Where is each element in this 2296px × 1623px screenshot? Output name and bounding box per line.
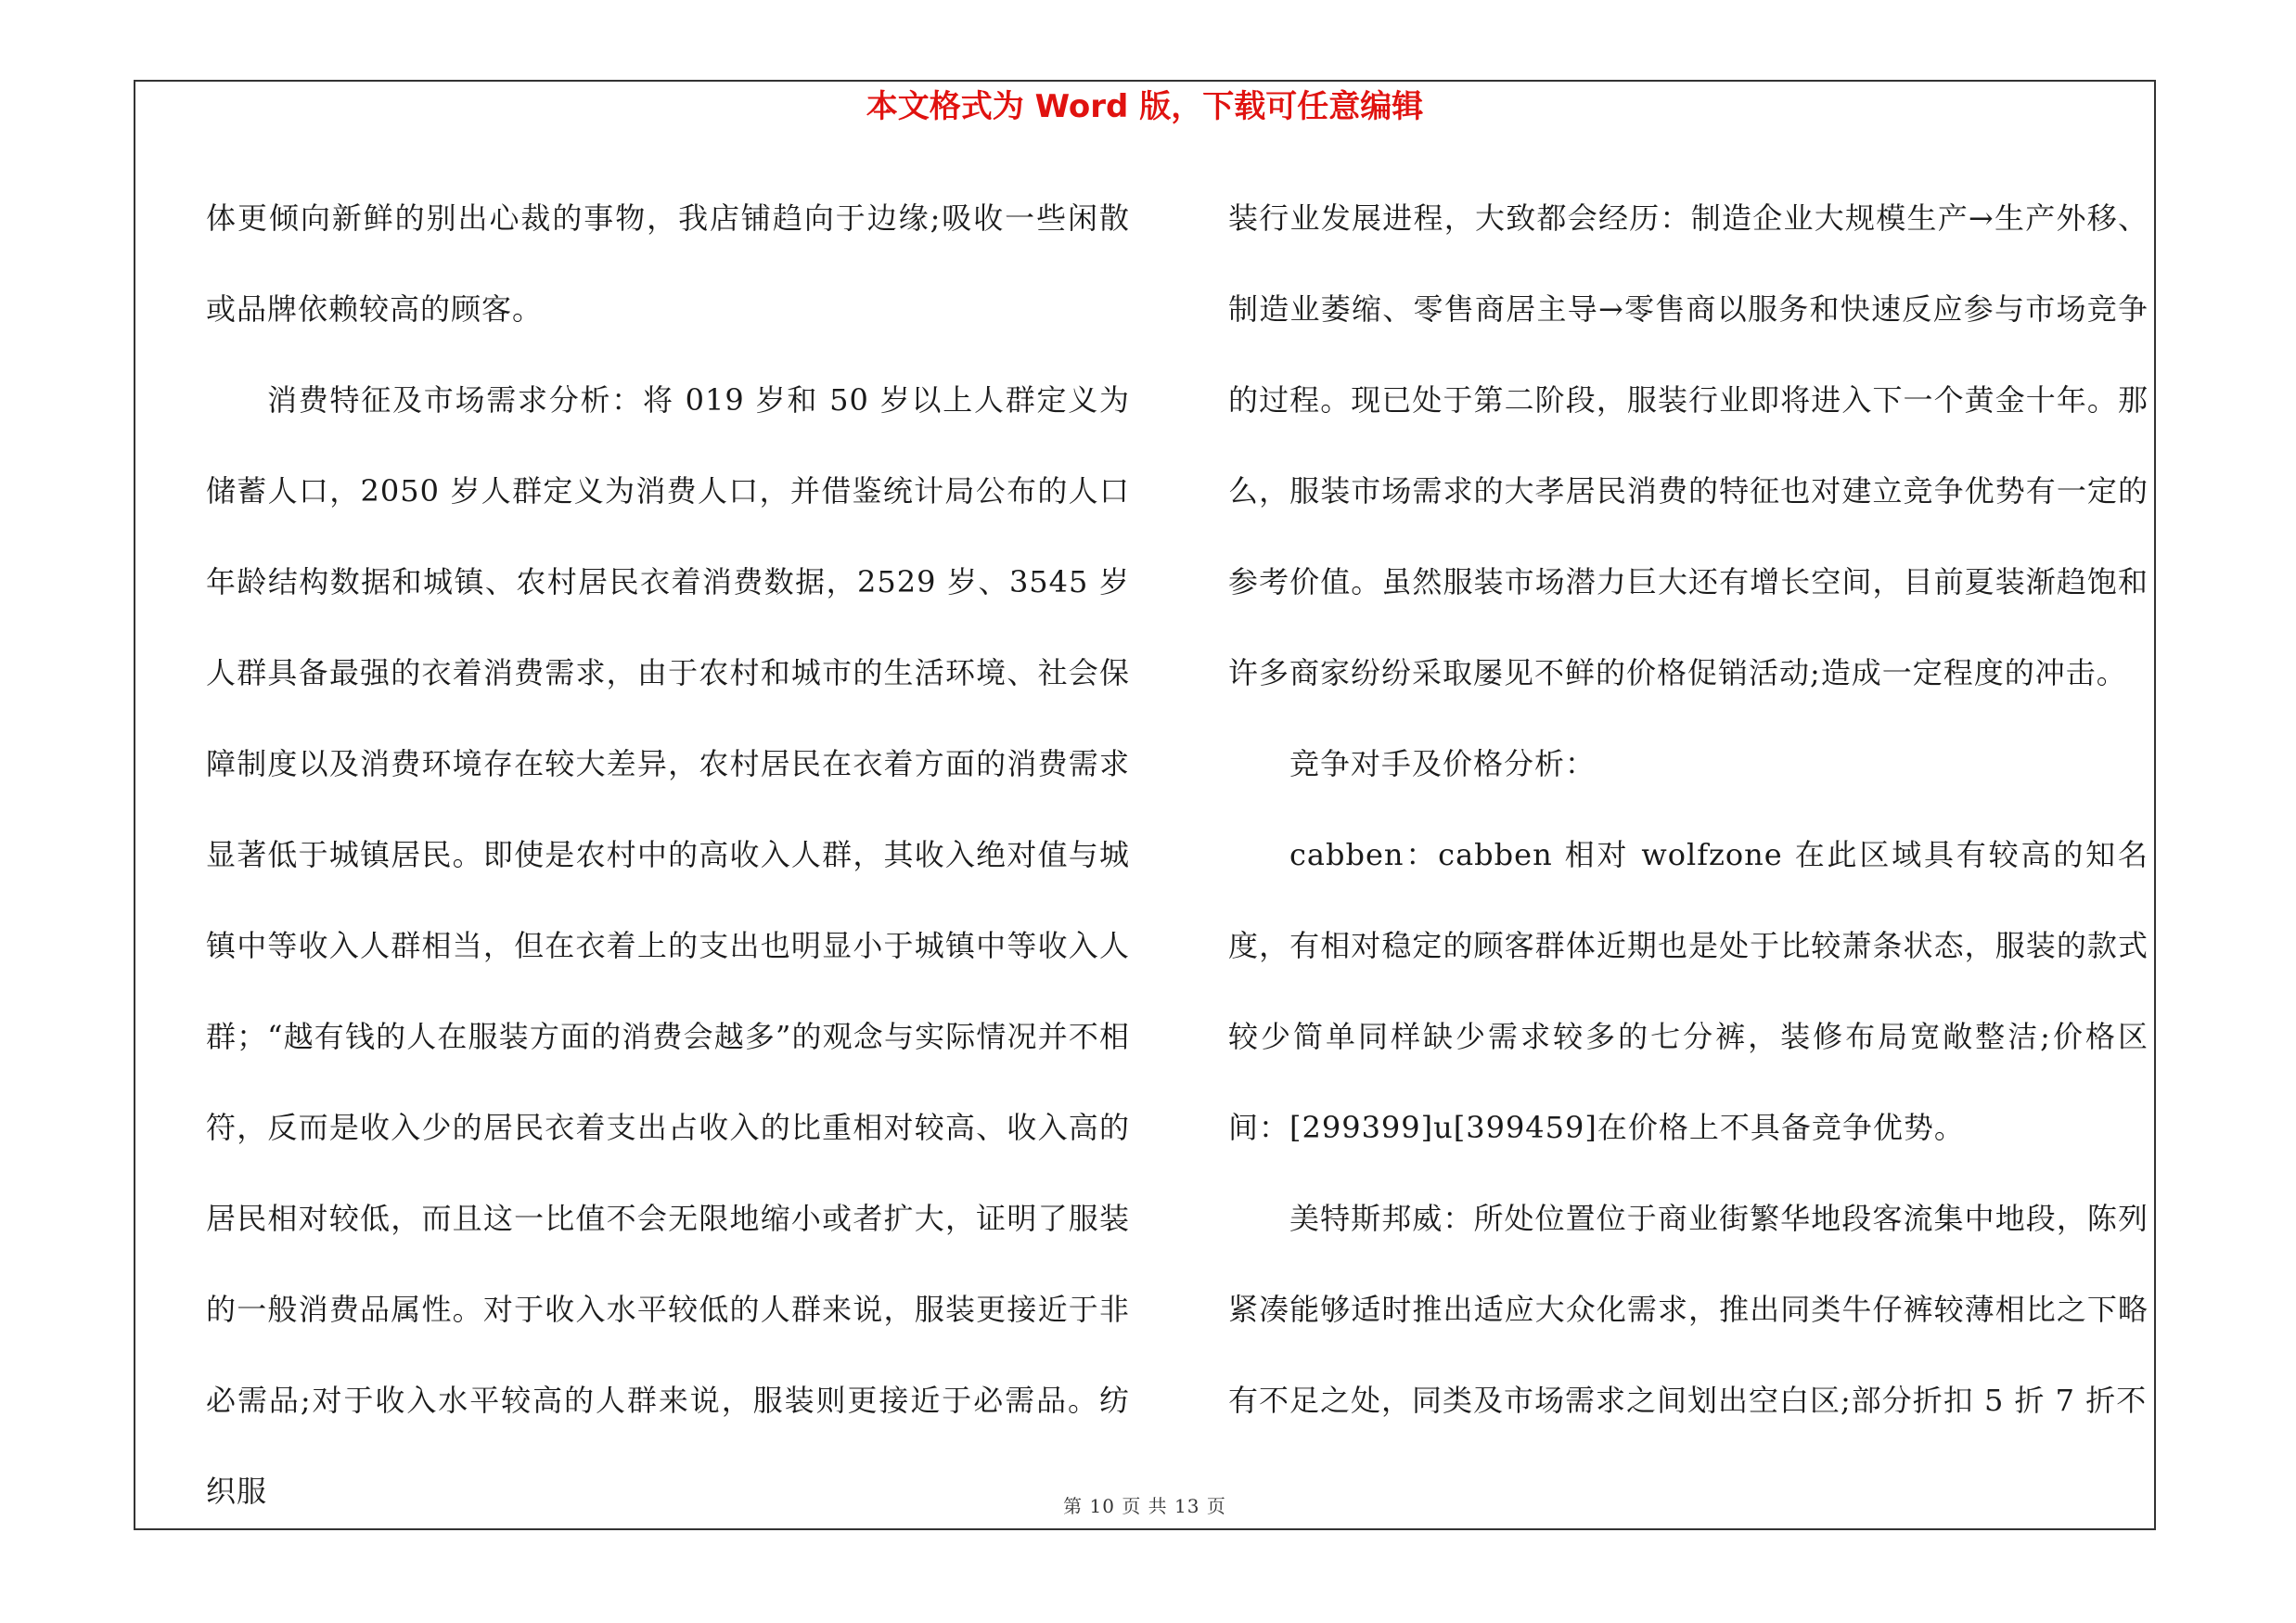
format-notice-banner: 本文格式为 Word 版，下载可任意编辑 (866, 88, 1424, 125)
paragraph-metersbonwe: 美特斯邦威：所处位置位于商业街繁华地段客流集中地段，陈列紧凑能够适时推出适应大众化需求，推出同类牛仔裤较薄相比之下略有不足之处，同类及市场需求之间划出空白区;部分折扣 5 折 7 折不 (1228, 1201, 2148, 1418)
paragraph-industry-progress: 装行业发展进程，大致都会经历：制造企业大规模生产→生产外移、制造业萎缩、零售商居主导→零售商以服务和快速反应参与市场竞争的过程。现已处于第二阶段，服装行业即将进入下一个黄金十年。那么，服装市场需求的大孝居民消费的特征也对建立竞争优势有一定的参考价值。虽然服装市场潜力巨大还有增长空间，目前夏装渐趋饱和许多商家纷纷采取屡见不鲜的价格促销活动;造成一定程度的冲击。 (1228, 200, 2148, 690)
left-text-column (206, 173, 1130, 1537)
paragraph-continuation: 体更倾向新鲜的别出心裁的事物，我店铺趋向于边缘;吸收一些闲散或品牌依赖较高的顾客。 (206, 200, 1130, 327)
paragraph-consumer-analysis: 消费特征及市场需求分析：将 019 岁和 50 岁以上人群定义为储蓄人口，2050 岁人群定义为消费人口，并借鉴统计局公布的人口年龄结构数据和城镇、农村居民衣着消费数据，2529 岁、3545 岁人群具备最强的衣着消费需求，由于农村和城市的生活环境、社会保障制度以及消费环境存在较大差异，农村居民在衣着方面的消费需求显著低于城镇居民。即使是农村中的高收入人群，其收入绝对值与城镇中等收入人群相当，但在衣着上的支出也明显小于城镇中等收入人群；“越有钱的人在服装方面的消费会越多”的观念与实际情况并不相符，反而是收入少的居民衣着支出占收入的比重相对较高、收入高的居民相对较低，而且这一比值不会无限地缩小或者扩大，证明了服装的一般消费品属性。对于收入水平较低的人群来说，服装更接近于非必需品;对于收入水平较高的人群来说，服装则更接近于必需品。纺织服 (206, 382, 1130, 1509)
page-number-footer: 第 10 页 共 13 页 (1063, 1495, 1226, 1517)
page-frame (134, 80, 2156, 1530)
paragraph-cabben: cabben：cabben 相对 wolfzone 在此区域具有较高的知名度，有相对稳定的顾客群体近期也是处于比较萧条状态，服装的款式较少简单同样缺少需求较多的七分裤，装修布局宽敞整洁;价格区间：[299399]u[399459]在价格上不具备竞争优势。 (1228, 837, 2148, 1145)
right-text-column (1228, 173, 2148, 1446)
paragraph-competitor-heading: 竞争对手及价格分析： (1289, 746, 1597, 781)
